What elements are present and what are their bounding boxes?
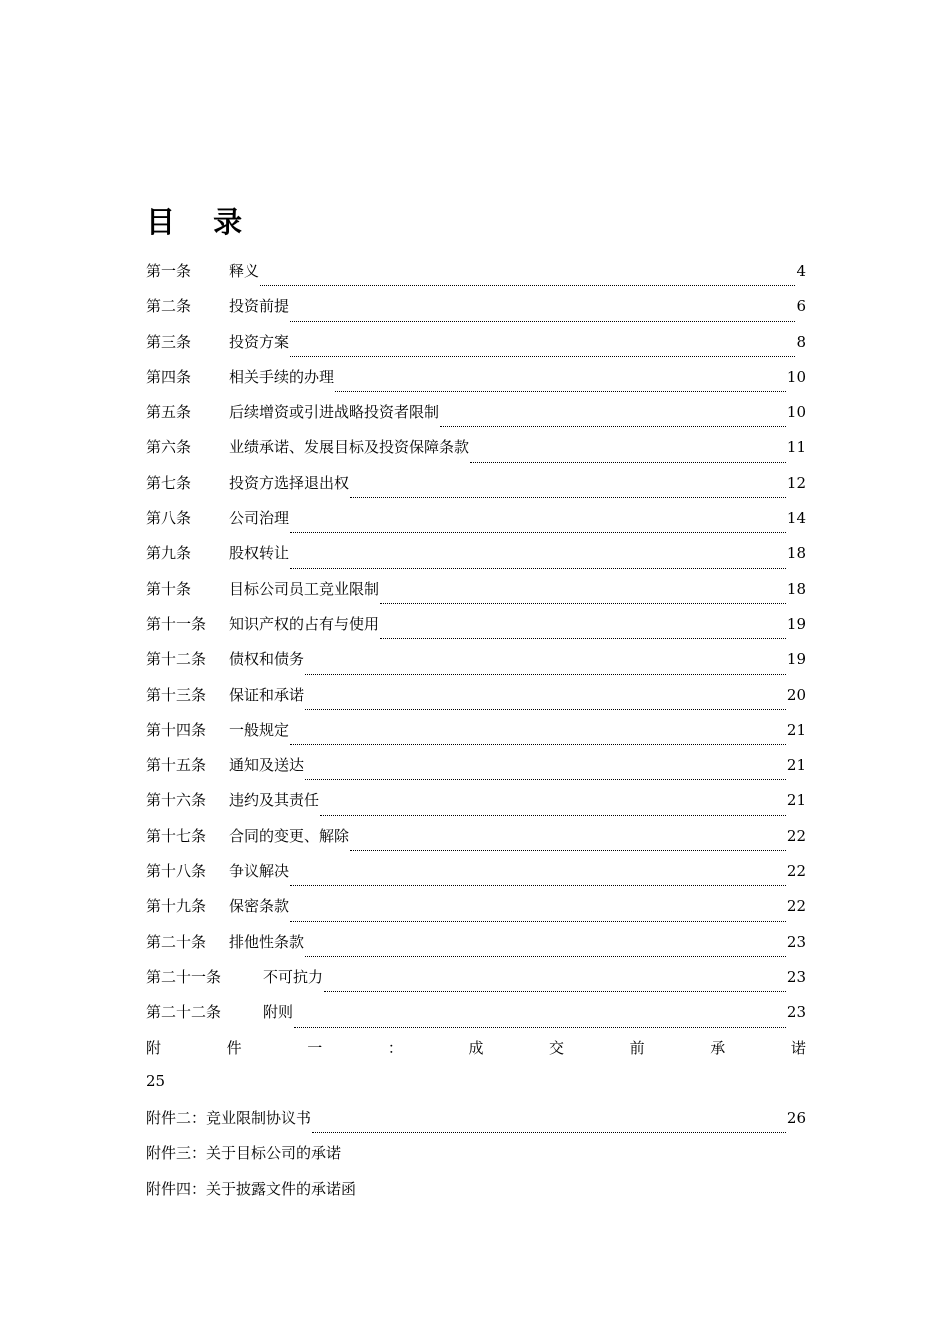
toc-entry-number: 第十五条 [146, 756, 207, 775]
toc-entry-number: 第一条 [146, 262, 192, 280]
toc-entry-number: 第十条 [146, 579, 192, 598]
toc-entry-label: 争议解决 [229, 862, 290, 881]
toc-entry-label: 排他性条款 [229, 932, 305, 951]
toc-entry-number: 第十四条 [146, 720, 207, 739]
dot-leader [260, 285, 795, 286]
toc-entry-label: 违约及其责任 [229, 791, 320, 810]
toc-entry-number: 第二十二条 [146, 1003, 222, 1022]
toc-page-number: 18 [786, 579, 806, 598]
toc-entry-label: 公司治理 [229, 509, 290, 528]
toc-entry-label: 后续增资或引进战略投资者限制 [229, 403, 440, 422]
toc-entry[interactable] [146, 789, 806, 824]
toc-entry-char: 前 [629, 1038, 645, 1057]
dot-leader [290, 532, 786, 533]
toc-page-number: 22 [786, 862, 806, 881]
toc-entry-label: 释义 [229, 262, 260, 280]
toc-entry-annex-2[interactable] [146, 1107, 806, 1142]
toc-entry-number: 第七条 [146, 473, 192, 492]
toc-entry-annex-1[interactable] [146, 1037, 806, 1072]
dot-leader [380, 603, 786, 604]
toc-page-number: 12 [786, 473, 806, 492]
dot-leader [380, 638, 786, 639]
dot-leader [305, 709, 786, 710]
toc-entry-number: 第二条 [146, 297, 192, 316]
toc-entry[interactable] [146, 472, 806, 507]
toc-entry[interactable] [146, 436, 806, 471]
dot-leader [470, 462, 786, 463]
toc-entry[interactable] [146, 542, 806, 577]
toc-page-number: 20 [786, 685, 806, 704]
toc-entry-label: 投资方选择退出权 [229, 473, 350, 492]
toc-entry-number: 第二十一条 [146, 967, 222, 986]
toc-entry-annex-3[interactable] [146, 1142, 806, 1177]
toc-entry-label: 保密条款 [229, 897, 290, 916]
toc-entry[interactable] [146, 754, 806, 789]
toc-entry-label: 债权和债务 [229, 650, 305, 669]
toc-entry-number: 第十六条 [146, 791, 207, 810]
dot-leader [312, 1132, 786, 1133]
toc-entry-char: 件 [226, 1038, 242, 1057]
toc-entry-label: 附件四：关于披露文件的承诺函 [146, 1179, 357, 1198]
toc-page-number: 22 [786, 826, 806, 845]
toc-entry-label: 一般规定 [229, 720, 290, 739]
dot-leader [294, 1027, 786, 1028]
toc-entry-number: 第十七条 [146, 826, 207, 845]
toc-entry-number: 第十一条 [146, 614, 207, 633]
toc-page-number: 21 [786, 756, 806, 775]
toc-entry-label: 投资方案 [229, 332, 290, 351]
toc-entry[interactable] [146, 331, 806, 366]
toc-entry[interactable] [146, 366, 806, 401]
toc-entry-label: 目标公司员工竞业限制 [229, 579, 380, 598]
toc-entry[interactable] [146, 931, 806, 966]
toc-entry-number: 第三条 [146, 332, 192, 351]
toc-entry-label: 附件三：关于目标公司的承诺 [146, 1144, 342, 1163]
toc-page-number: 23 [786, 967, 806, 986]
dot-leader [350, 850, 786, 851]
toc-entry[interactable] [146, 860, 806, 895]
toc-entry-char: 附 [146, 1038, 162, 1057]
toc-entry[interactable] [146, 825, 806, 860]
dot-leader [320, 815, 786, 816]
toc-entry-label: 合同的变更、解除 [229, 826, 350, 845]
toc-entry[interactable] [146, 648, 806, 683]
toc-entry-annex-1-page-row [146, 1072, 806, 1107]
toc-entry-char: 承 [710, 1038, 726, 1057]
toc-page-number: 8 [796, 332, 806, 351]
toc-entry-label: 附件二：竞业限制协议书 [146, 1109, 312, 1128]
toc-page-number: 21 [786, 791, 806, 810]
toc-entry[interactable] [146, 613, 806, 648]
toc-entry[interactable] [146, 401, 806, 436]
toc-entry[interactable] [146, 578, 806, 613]
dot-leader [324, 991, 786, 992]
toc-page-number: 19 [786, 614, 806, 633]
toc-entry-label: 知识产权的占有与使用 [229, 614, 380, 633]
dot-leader [290, 885, 786, 886]
dot-leader [440, 426, 786, 427]
toc-entry-number: 第六条 [146, 438, 192, 457]
toc-entry[interactable] [146, 1001, 806, 1036]
toc-entry-char: 诺 [790, 1038, 806, 1057]
dot-leader [290, 356, 795, 357]
toc-entry-number: 第五条 [146, 403, 192, 422]
toc-page-number: 14 [786, 509, 806, 528]
toc-entry-number: 第八条 [146, 509, 192, 528]
toc-entry[interactable] [146, 295, 806, 330]
toc-page-number: 21 [786, 720, 806, 739]
toc-page-number: 10 [786, 403, 806, 422]
dot-leader [335, 391, 786, 392]
toc-entry[interactable] [146, 895, 806, 930]
toc-entry-char: 成 [468, 1038, 484, 1057]
table-of-contents [146, 260, 806, 1213]
toc-entry-number: 第九条 [146, 544, 192, 563]
toc-entry-annex-4[interactable] [146, 1178, 806, 1213]
toc-page-number: 6 [796, 297, 806, 316]
toc-entry-label: 相关手续的办理 [229, 367, 335, 386]
toc-entry[interactable] [146, 684, 806, 719]
toc-entry-number: 第四条 [146, 367, 192, 386]
toc-page-number: 25 [146, 1071, 166, 1090]
toc-entry-label: 投资前提 [229, 297, 290, 316]
toc-entry-label: 保证和承诺 [229, 685, 305, 704]
toc-page-number: 4 [796, 262, 806, 280]
toc-entry-char: 交 [549, 1038, 565, 1057]
toc-page-number: 22 [786, 897, 806, 916]
toc-page-number: 19 [786, 650, 806, 669]
dot-leader [305, 956, 786, 957]
toc-entry-number: 第十八条 [146, 862, 207, 881]
toc-page-number: 18 [786, 544, 806, 563]
dot-leader [290, 921, 786, 922]
toc-entry-number: 第十二条 [146, 650, 207, 669]
toc-entry[interactable] [146, 966, 806, 1001]
toc-page-number: 23 [786, 932, 806, 951]
toc-entry-label: 业绩承诺、发展目标及投资保障条款 [229, 438, 470, 457]
toc-entry[interactable] [146, 719, 806, 754]
toc-entry[interactable] [146, 260, 806, 295]
toc-entry-label: 不可抗力 [263, 967, 324, 986]
toc-entry-number: 第十九条 [146, 897, 207, 916]
toc-page-number: 10 [786, 367, 806, 386]
toc-page-number: 26 [786, 1109, 806, 1128]
toc-entry-label: 股权转让 [229, 544, 290, 563]
dot-leader [305, 674, 786, 675]
dot-leader [290, 321, 795, 322]
dot-leader [290, 568, 786, 569]
toc-title: 目 录 [146, 205, 257, 239]
dot-leader [305, 779, 786, 780]
toc-entries [146, 260, 806, 1037]
dot-leader [290, 744, 786, 745]
toc-entry-label: 通知及送达 [229, 756, 305, 775]
toc-entry[interactable] [146, 507, 806, 542]
toc-entry-number: 第二十条 [146, 932, 207, 951]
toc-page-number: 11 [786, 438, 806, 457]
toc-entry-number: 第十三条 [146, 685, 207, 704]
toc-entry-label: 附则 [263, 1003, 294, 1022]
dot-leader [350, 497, 786, 498]
toc-entry-char: 一 [307, 1038, 323, 1057]
toc-page-number: 23 [786, 1003, 806, 1022]
toc-entry-char: ： [387, 1038, 403, 1057]
